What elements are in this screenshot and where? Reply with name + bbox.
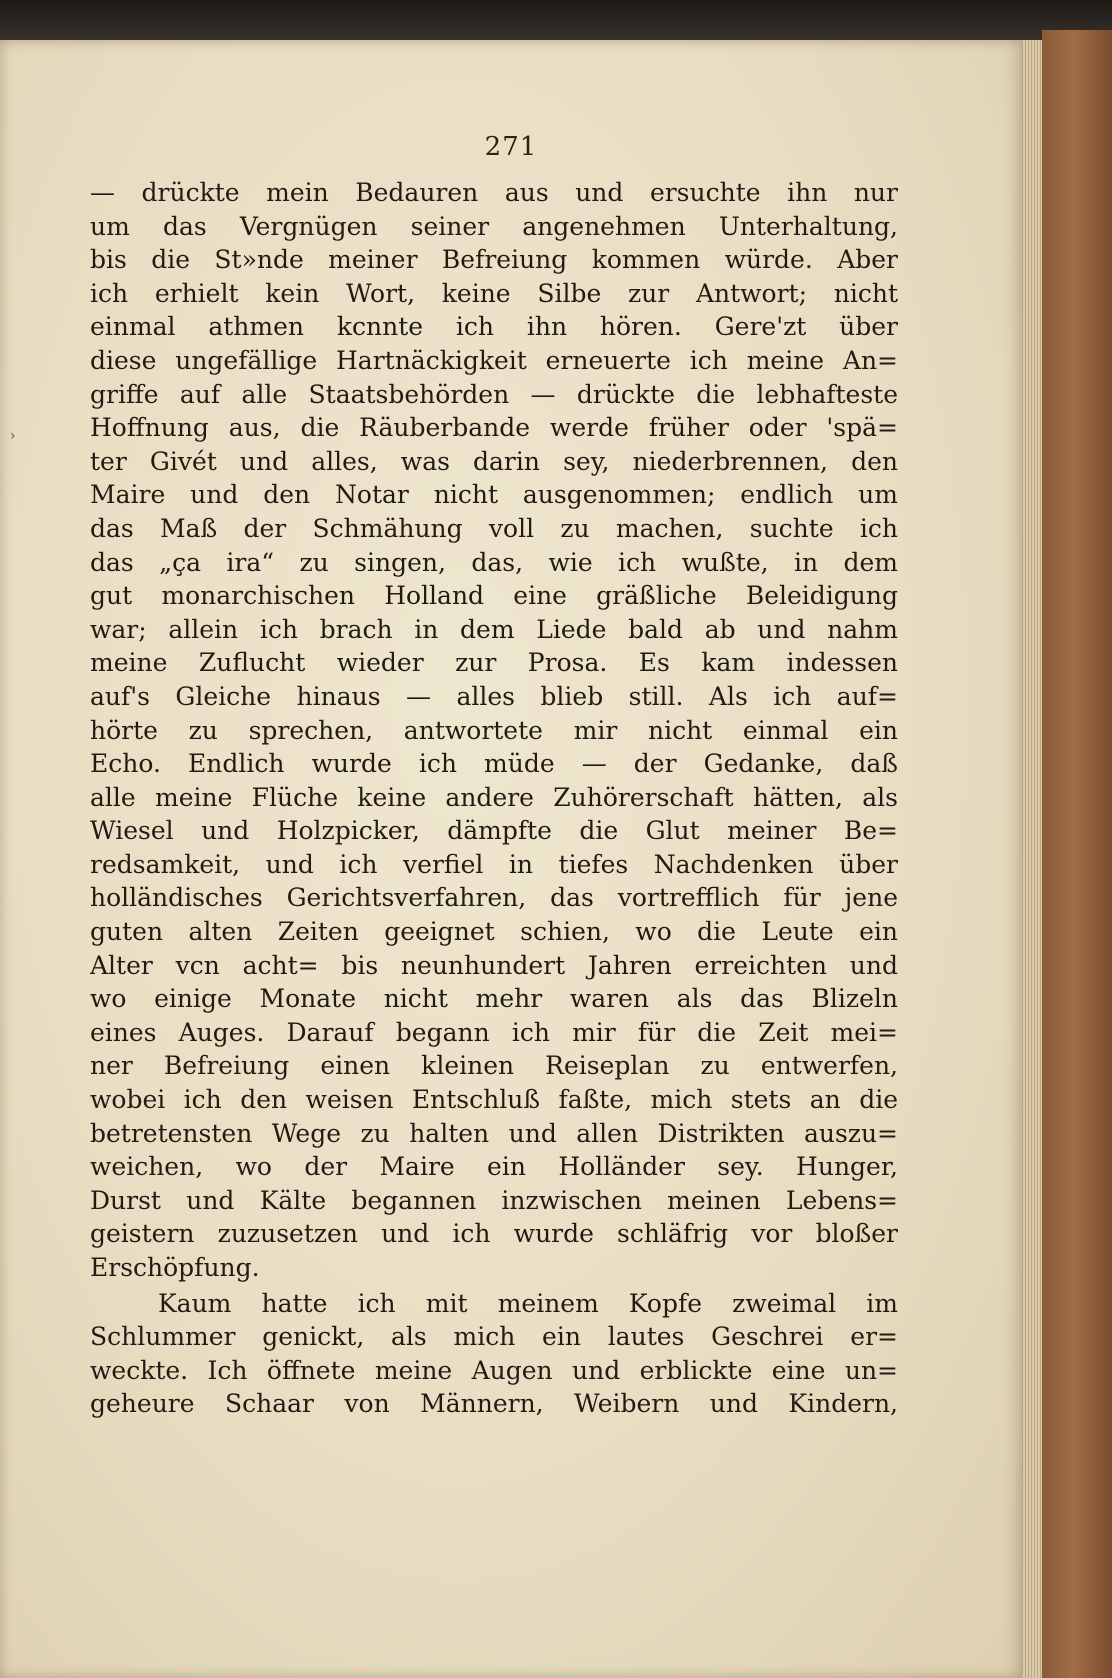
text-line: geistern zuzusetzen und ich wurde schläfrig vor bloßer	[90, 1219, 898, 1249]
text-line: bis die St»nde meiner Befreiung kommen würde. Aber	[90, 245, 898, 275]
page-number: 271	[484, 132, 538, 162]
paragraph-1	[90, 176, 898, 1285]
text-line: ner Befreiung einen kleinen Reiseplan zu entwerfen,	[90, 1051, 898, 1081]
text-line: eines Auges. Darauf begann ich mir für die Zeit mei=	[90, 1017, 898, 1047]
text-line: alle meine Flüche keine andere Zuhörerschaft hätten, als	[90, 782, 898, 812]
text-line: weckte. Ich öffnete meine Augen und erblickte eine un=	[90, 1355, 898, 1385]
text-line: das Maß der Schmähung voll zu machen, suchte ich	[90, 513, 898, 543]
text-line: gut monarchischen Holland eine gräßliche Beleidigung	[90, 581, 898, 611]
text-line: Kaum hatte ich mit meinem Kopfe zweimal im	[158, 1288, 898, 1318]
page-edges	[1020, 40, 1042, 1678]
text-line: um das Vergnügen seiner angenehmen Unterhaltung,	[90, 211, 898, 241]
text-line: griffe auf alle Staatsbehörden — drückte die lebhafteste	[90, 379, 898, 409]
text-line: guten alten Zeiten geeignet schien, wo die Leute ein	[90, 917, 898, 947]
text-line: wo einige Monate nicht mehr waren als das Blizeln	[90, 984, 898, 1014]
text-line: Hoffnung aus, die Räuberbande werde früher oder 'spä=	[90, 413, 898, 443]
text-line: auf's Gleiche hinaus — alles blieb still. Als ich auf=	[90, 681, 898, 711]
text-line: diese ungefällige Hartnäckigkeit erneuerte ich meine An=	[90, 345, 898, 375]
text-line: Echo. Endlich wurde ich müde — der Gedanke, daß	[90, 749, 898, 779]
text-line: redsamkeit, und ich verfiel in tiefes Nachdenken über	[90, 849, 898, 879]
text-line: hörte zu sprechen, antwortete mir nicht einmal ein	[90, 715, 898, 745]
text-line: betretensten Wege zu halten und allen Distrikten auszu=	[90, 1118, 898, 1148]
text-line: meine Zuflucht wieder zur Prosa. Es kam indessen	[90, 648, 898, 678]
text-line: — drückte mein Bedauren aus und ersuchte ihn nur	[90, 178, 898, 207]
text-line: war; allein ich brach in dem Liede bald ab und nahm	[90, 614, 898, 644]
text-line: Wiesel und Holzpicker, dämpfte die Glut meiner Be=	[90, 816, 898, 846]
text-line: Maire und den Notar nicht ausgenommen; endlich um	[90, 480, 898, 510]
margin-mark: ›	[10, 428, 16, 444]
book-binding	[1042, 30, 1112, 1678]
text-line: weichen, wo der Maire ein Holländer sey. Hunger,	[90, 1152, 898, 1182]
text-line: Alter vcn acht= bis neunhundert Jahren erreichten und	[90, 950, 898, 980]
text-line: wobei ich den weisen Entschluß faßte, mich stets an die	[90, 1085, 898, 1115]
text-line: holländisches Gerichtsverfahren, das vortrefflich für jene	[90, 883, 898, 913]
text-line: ter Givét und alles, was darin sey, niederbrennen, den	[90, 446, 898, 476]
text-line: einmal athmen kcnnte ich ihn hören. Gere'zt über	[90, 312, 898, 342]
text-line: geheure Schaar von Männern, Weibern und Kindern,	[90, 1389, 898, 1419]
text-line: Durst und Kälte begannen inzwischen meinen Lebens=	[90, 1185, 898, 1215]
text-line: ich erhielt kein Wort, keine Silbe zur Antwort; nicht	[90, 278, 898, 308]
text-block	[90, 176, 898, 1421]
text-line: Erschöpfung.	[90, 1253, 260, 1282]
top-shadow	[0, 0, 1112, 44]
text-line: das „ça ira“ zu singen, das, wie ich wußte, in dem	[90, 547, 898, 577]
book-page	[0, 40, 1022, 1678]
paragraph-2	[90, 1287, 898, 1421]
text-line: Schlummer genickt, als mich ein lautes Geschrei er=	[90, 1322, 898, 1352]
